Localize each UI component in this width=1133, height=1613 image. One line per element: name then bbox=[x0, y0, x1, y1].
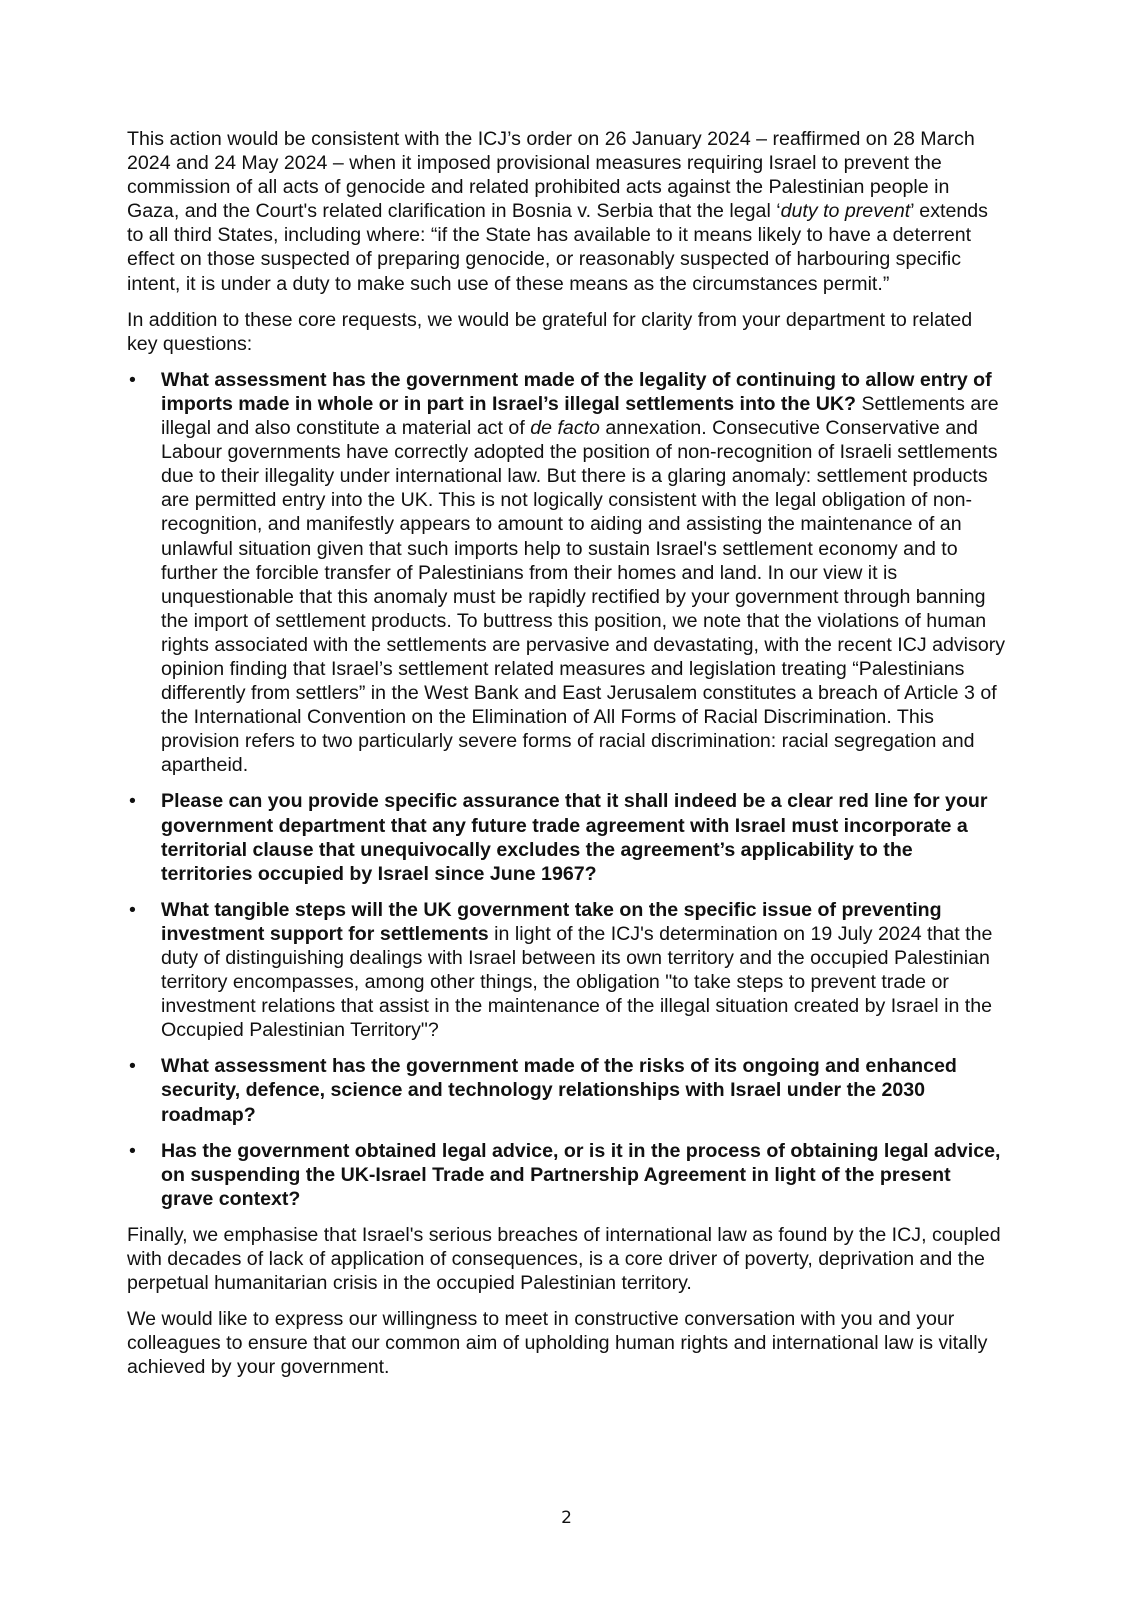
list-item bbox=[127, 789, 1007, 885]
question-bold: Please can you provide specific assurance that it shall indeed be a clear red line for your government department that any future trade agreement with Israel must incorporate a territorial clause that unequivocally excludes the agreement’s applicability to the territories occupied by Israel since June 1967? bbox=[161, 790, 988, 885]
question-bold: What assessment has the government made of the legality of continuing to allow entry of imports made in whole or in part in Israel’s illegal settlements into the UK? bbox=[161, 368, 992, 415]
italic-phrase: duty to prevent bbox=[780, 200, 911, 223]
paragraph-icj-order bbox=[127, 127, 1007, 296]
question-text: annexation. Consecutive Conservative and Labour governments have correctly adopted the position of non-recognition of Israeli settlements due to their illegality under international law. But there is a glaring anomaly: settlement products are permitted entry into the UK. This is not logically consistent with the legal obligation of non-recognition, and manifestly appears to amount to aiding and assisting the maintenance of an unlawful situation given that such imports help to sustain Israel's settlement economy and to further the forcible transfer of Palestinians from their homes and land. In our view it is unquestionable that this anomaly must be rapidly rectified by your government through banning the import of settlement products. To buttress this position, we note that the violations of human rights associated with the settlements are pervasive and devastating, with the recent ICJ advisory opinion finding that Israel’s settlement related measures and legislation treating “Palestinians differently from settlers” in the West Bank and East Jerusalem constitutes a breach of Article 3 of the International Convention on the Elimination of All Forms of Racial Discrimination. This provision refers to two particularly severe forms of racial discrimination: racial segregation and apartheid. bbox=[161, 417, 1006, 777]
list-item bbox=[127, 898, 1007, 1043]
bullet-icon: • bbox=[129, 898, 136, 921]
paragraph-text: ’ extends to all third States, including where: “if the State has available to it means likely to have a deterrent effect on those suspected of preparing genocide, or reasonably suspected of harbouring specific intent, it is under a duty to make such use of these means as the circumstances permit.” bbox=[127, 200, 988, 295]
italic-phrase: de facto bbox=[530, 417, 600, 440]
questions-list bbox=[127, 368, 1007, 1211]
list-item bbox=[127, 368, 1007, 778]
paragraph-core-requests: In addition to these core requests, we would be grateful for clarity from your department to related key questions: bbox=[127, 308, 973, 355]
question-text: Settlements are illegal and also constitute a material act of bbox=[161, 392, 999, 440]
question-bold: What tangible steps will the UK government take on the specific issue of preventing investment support for settlements bbox=[161, 898, 942, 945]
list-item bbox=[127, 1054, 1007, 1126]
question-bold: Has the government obtained legal advice, or is it in the process of obtaining legal advice, on suspending the UK-Israel Trade and Partnership Agreement in light of the present grave context? bbox=[161, 1139, 1001, 1210]
list-item bbox=[127, 1139, 1007, 1211]
question-bold: What assessment has the government made of the risks of its ongoing and enhanced security, defence, science and technology relationships with Israel under the 2030 roadmap? bbox=[161, 1055, 957, 1126]
paragraph-finally: Finally, we emphasise that Israel's serious breaches of international law as found by the ICJ, coupled with decades of lack of application of consequences, is a core driver of poverty, deprivation and the perpetual humanitarian crisis in the occupied Palestinian territory. bbox=[127, 1223, 1001, 1295]
document-page bbox=[127, 127, 1007, 1392]
bullet-icon: • bbox=[129, 1055, 136, 1078]
page-number: 2 bbox=[561, 1508, 572, 1528]
bullet-icon: • bbox=[129, 368, 136, 391]
paragraph-willingness: We would like to express our willingness to meet in constructive conversation with you and your colleagues to ensure that our common aim of upholding human rights and international law is vitally achieved by your government. bbox=[127, 1308, 988, 1379]
bullet-icon: • bbox=[129, 790, 136, 813]
question-text: in light of the ICJ's determination on 19 July 2024 that the duty of distinguishing dealings with Israel between its own territory and the occupied Palestinian territory encompasses, among other things, the obligation "to take steps to prevent trade or investment relations that assist in the maintenance of the illegal situation created by Israel in the Occupied Palestinian Territory"? bbox=[161, 922, 993, 1042]
bullet-icon: • bbox=[129, 1139, 136, 1162]
paragraph-text: This action would be consistent with the ICJ’s order on 26 January 2024 – reaffirmed on 28 March 2024 and 24 May 2024 – when it imposed provisional measures requiring Israel to prevent the commission of all acts of genocide and related prohibited acts against the Palestinian people in Gaza, and the Court's related clarification in Bosnia v. Serbia that the legal ‘ bbox=[127, 128, 975, 223]
